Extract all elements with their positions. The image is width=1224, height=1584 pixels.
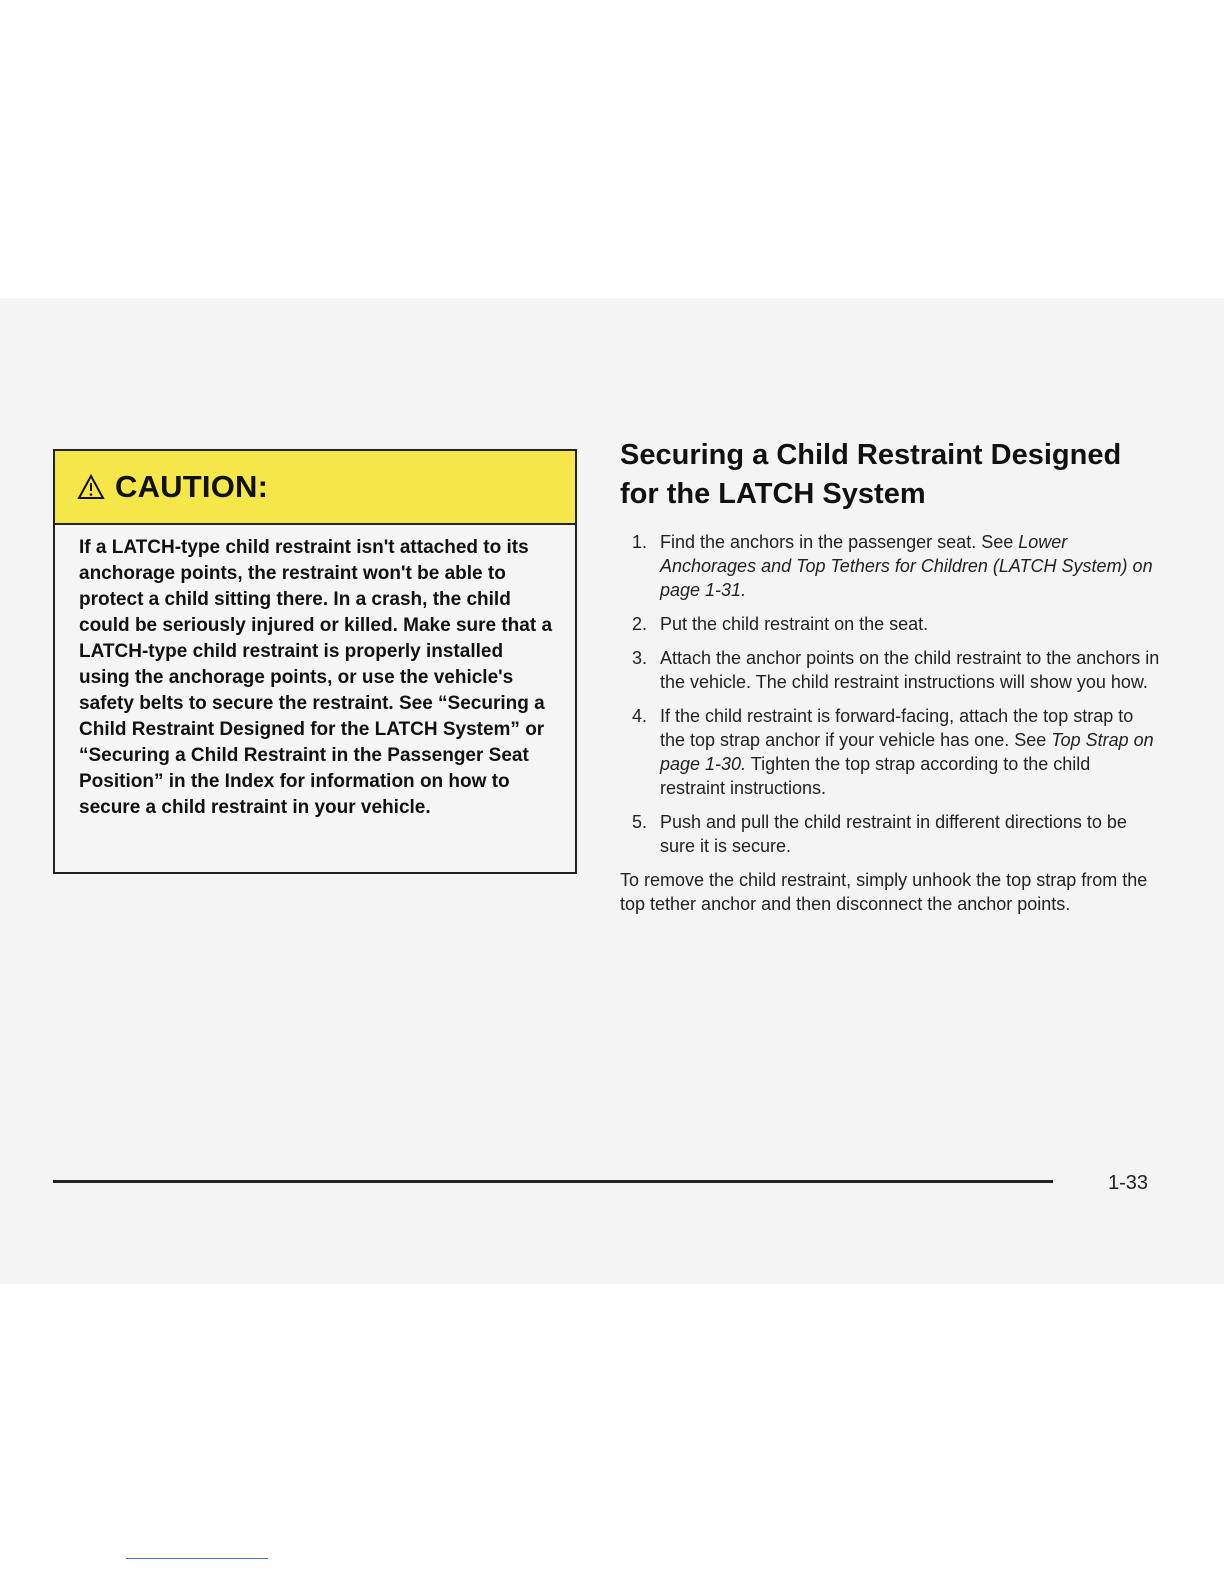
footer-rule xyxy=(53,1180,1053,1183)
step-number: 3. xyxy=(632,648,648,668)
step-4 xyxy=(620,704,1160,800)
step-reference: Top Strap on page 1-30. xyxy=(660,730,1154,774)
step-5 xyxy=(620,810,1160,858)
step-text: Attach the anchor points on the child restraint to the anchors in the vehicle. The child restraint instructions will show you how. xyxy=(660,648,1160,692)
step-text: Find the anchors in the passenger seat. See xyxy=(660,532,1019,552)
page-number: 1-33 xyxy=(1108,1172,1149,1194)
caution-header xyxy=(55,451,575,525)
step-text: If the child restraint is forward-facing, attach the top strap to the top strap anchor if your vehicle has one. See xyxy=(660,706,1134,750)
steps-list xyxy=(620,530,1160,858)
step-number: 1. xyxy=(632,532,648,552)
step-text: Put the child restraint on the seat. xyxy=(660,614,929,634)
closing-paragraph: To remove the child restraint, simply unhook the top strap from the top tether anchor and then disconnect the anchor points. xyxy=(620,870,1148,914)
warning-triangle-icon xyxy=(77,474,105,500)
caution-body: If a LATCH-type child restraint isn't attached to its anchorage points, the restraint won't be able to protect a child sitting there. In a crash, the child could be seriously injured or killed. Make sure that a LATCH-type child restraint is properly installed using the anchorage points, or use the vehicle's safety belts to secure the restraint. See “Securing a Child Restraint Designed for the LATCH System” or “Securing a Child Restraint in the Passenger Seat Position” in the Index for information on how to secure a child restraint in your vehicle. xyxy=(79,537,553,818)
step-2 xyxy=(620,612,1160,636)
step-1 xyxy=(620,530,1160,602)
step-text-after: Tighten the top strap according to the child restraint instructions. xyxy=(660,754,1091,798)
caution-box xyxy=(53,449,577,874)
step-number: 5. xyxy=(632,812,648,832)
step-reference: Lower Anchorages and Top Tethers for Children (LATCH System) on page 1-31. xyxy=(660,532,1153,600)
step-number: 4. xyxy=(632,706,648,726)
step-text: Push and pull the child restraint in different directions to be sure it is secure. xyxy=(660,812,1127,856)
caution-title: CAUTION: xyxy=(115,469,269,504)
content-column xyxy=(620,436,1160,916)
section-title: Securing a Child Restraint Designed for the LATCH System xyxy=(620,439,1122,510)
step-3 xyxy=(620,646,1160,694)
bottom-line xyxy=(126,1558,268,1559)
step-number: 2. xyxy=(632,614,648,634)
